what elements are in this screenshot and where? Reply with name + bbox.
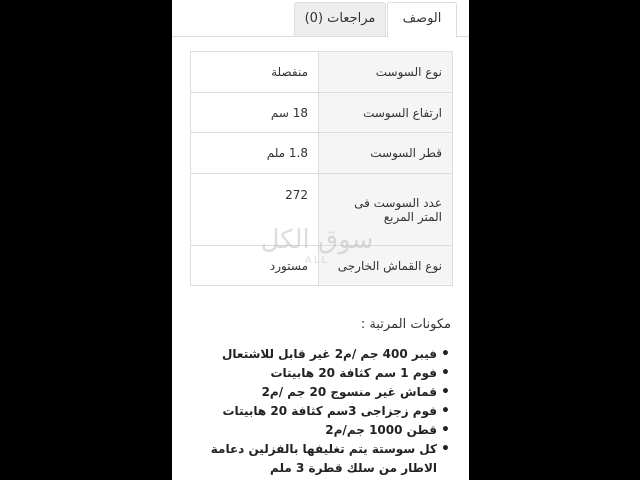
tab-reviews[interactable]: مراجعات (0) — [294, 2, 386, 37]
tab-bar — [172, 2, 469, 37]
tab-description[interactable]: الوصف — [387, 2, 457, 38]
table-row — [191, 52, 453, 93]
spec-value: منفصلة — [191, 52, 319, 93]
watermark — [242, 225, 392, 266]
spec-key: نوع السوست — [319, 52, 453, 93]
list-item: • فيبر 400 جم /م2 غير قابل للاشتعال — [197, 345, 437, 364]
spec-value: 272 — [191, 174, 319, 246]
list-item: • فوم زجزاجى 3سم كثافة 20 هابيتات — [197, 402, 437, 421]
table-row — [191, 133, 453, 174]
list-item: • قماش غير منسوج 20 جم /م2 — [197, 383, 437, 402]
product-content — [172, 0, 469, 480]
spec-key: نوع القماش الخارجى — [319, 246, 453, 286]
watermark-text: سوق الكل — [260, 225, 374, 255]
left-backdrop — [0, 0, 172, 480]
list-item: • كل سوستة يتم تغليفها بالفزلين دعامة الاطار من سلك قطرة 3 ملم — [197, 440, 437, 478]
spec-value: 1.8 ملم — [191, 133, 319, 174]
list-item: • فوم 1 سم كثافة 20 هابيتات — [197, 364, 437, 383]
spec-value: 18 سم — [191, 93, 319, 133]
right-backdrop — [469, 0, 640, 480]
spec-key: عدد السوست فى المتر المربع — [319, 174, 453, 246]
spec-key: ارتفاع السوست — [319, 93, 453, 133]
spec-value: مستورد — [191, 246, 319, 286]
components-heading: مكونات المرتبة : — [360, 317, 451, 332]
list-item: • قطن 1000 جم/م2 — [197, 421, 437, 440]
spec-key: قطر السوست — [319, 133, 453, 174]
table-row — [191, 93, 453, 133]
watermark-latin: ALL — [305, 255, 329, 266]
components-list — [197, 345, 451, 478]
